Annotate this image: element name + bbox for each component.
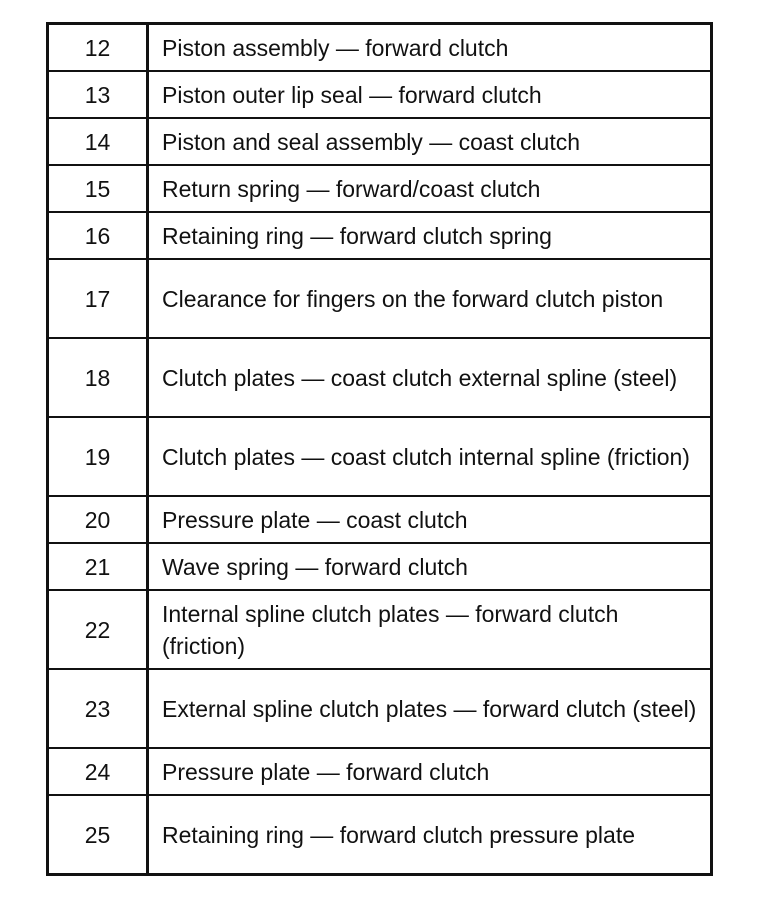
item-number: 19 (48, 417, 148, 496)
item-number: 20 (48, 496, 148, 543)
item-description: Internal spline clutch plates — forward clutch (friction) (148, 590, 712, 669)
item-description: Piston outer lip seal — forward clutch (148, 71, 712, 118)
item-description: Return spring — forward/coast clutch (148, 165, 712, 212)
item-number: 18 (48, 338, 148, 417)
item-description: Piston and seal assembly — coast clutch (148, 118, 712, 165)
item-number: 16 (48, 212, 148, 259)
item-number: 21 (48, 543, 148, 590)
table-row (48, 71, 712, 118)
parts-table (46, 22, 713, 876)
parts-table-body (48, 24, 712, 875)
table-row (48, 212, 712, 259)
item-description: Piston assembly — forward clutch (148, 24, 712, 72)
item-number: 22 (48, 590, 148, 669)
item-description: Clearance for fingers on the forward clutch piston (148, 259, 712, 338)
item-description: Pressure plate — coast clutch (148, 496, 712, 543)
item-number: 17 (48, 259, 148, 338)
item-description: Retaining ring — forward clutch pressure plate (148, 795, 712, 875)
table-row (48, 118, 712, 165)
item-number: 12 (48, 24, 148, 72)
table-row (48, 669, 712, 748)
table-row (48, 259, 712, 338)
item-description: Pressure plate — forward clutch (148, 748, 712, 795)
table-row (48, 496, 712, 543)
table-row (48, 795, 712, 875)
item-description: Clutch plates — coast clutch internal spline (friction) (148, 417, 712, 496)
table-row (48, 417, 712, 496)
table-row (48, 165, 712, 212)
table-row (48, 24, 712, 72)
item-number: 24 (48, 748, 148, 795)
table-row (48, 590, 712, 669)
item-description: External spline clutch plates — forward clutch (steel) (148, 669, 712, 748)
item-description: Wave spring — forward clutch (148, 543, 712, 590)
table-row (48, 543, 712, 590)
item-number: 25 (48, 795, 148, 875)
item-number: 23 (48, 669, 148, 748)
table-row (48, 748, 712, 795)
table-row (48, 338, 712, 417)
item-number: 15 (48, 165, 148, 212)
item-description: Retaining ring — forward clutch spring (148, 212, 712, 259)
item-description: Clutch plates — coast clutch external spline (steel) (148, 338, 712, 417)
item-number: 14 (48, 118, 148, 165)
item-number: 13 (48, 71, 148, 118)
